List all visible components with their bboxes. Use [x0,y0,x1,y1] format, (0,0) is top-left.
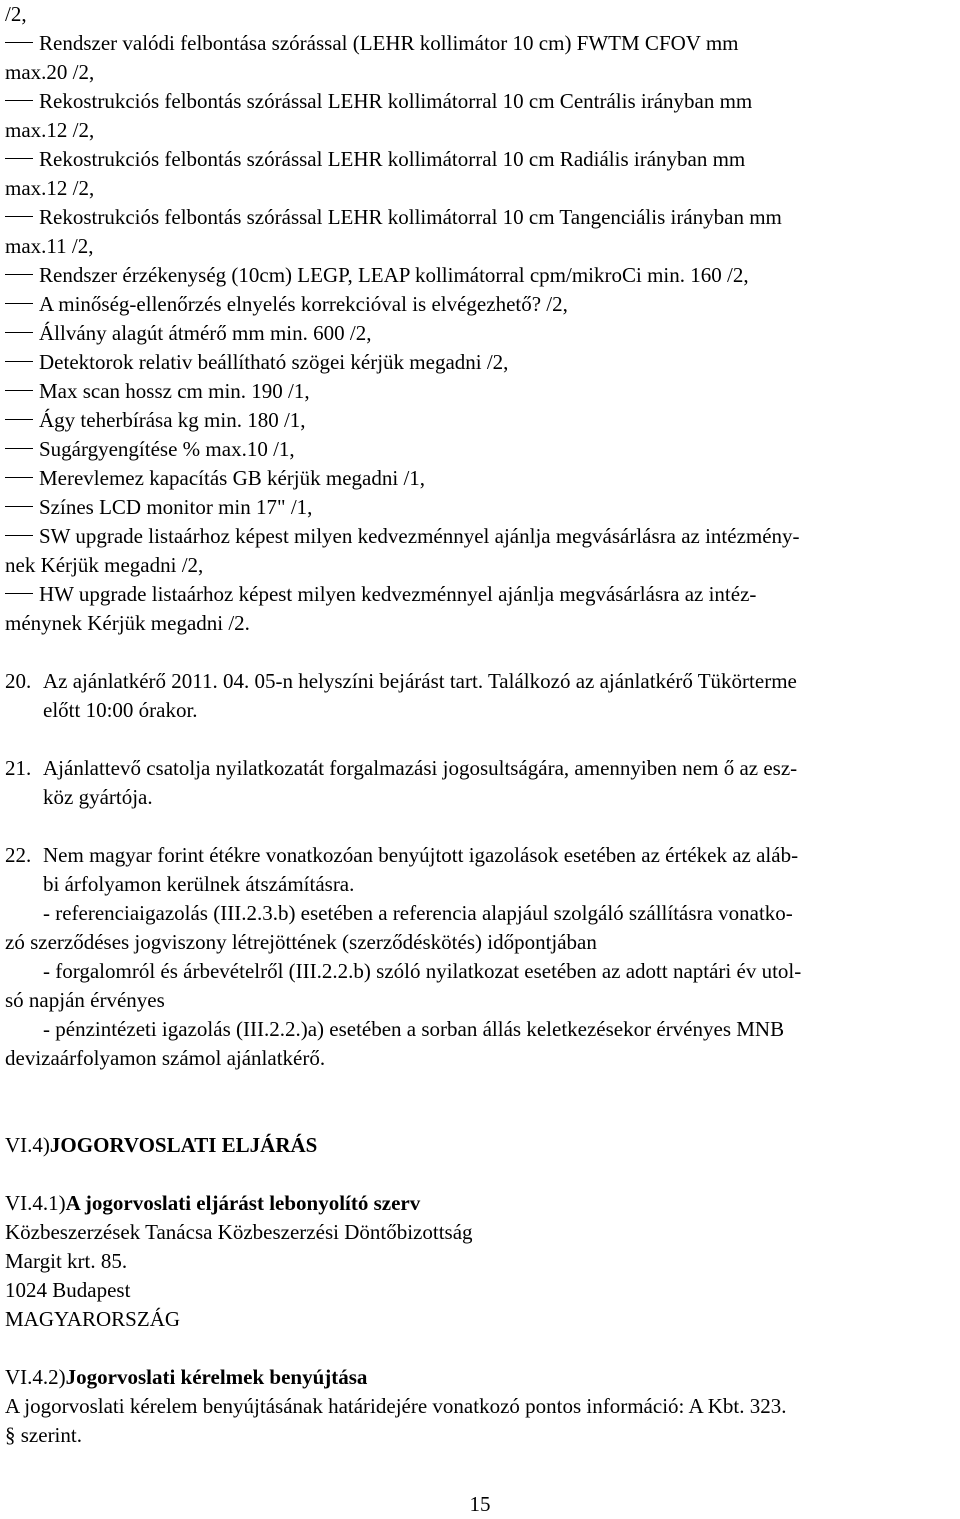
em-dash-bullet [5,477,33,478]
text-line: /2, [5,2,27,26]
section-heading-vi41 [5,1189,955,1218]
section-title: A jogorvoslati eljárást lebonyolító szerv [65,1191,421,1215]
list-item-text: A minőség-ellenőrzés elnyelés korrekcióval is elvégezhető? /2, [39,292,568,316]
text-line: só napján érvényes [5,988,165,1012]
list-item-line [5,522,955,551]
section-title: Jogorvoslati kérelmek benyújtása [65,1365,368,1389]
list-item-text: SW upgrade listaárhoz képest milyen kedvezménnyel ajánlja megvásárlásra az intézmény- [39,524,800,548]
list-item-continuation: max.12 /2, [5,176,95,200]
paragraph-number: 20. [5,669,32,693]
requirements-list [5,29,955,638]
list-item-text: Sugárgyengítése % max.10 /1, [39,437,295,461]
list-item [5,435,955,464]
text-line: Az ajánlatkérő 2011. 04. 05-n helyszíni bejárást tart. Találkozó az ajánlatkérő Tükörterme [43,669,797,693]
list-item-line [5,319,955,348]
section-prefix: VI.4.2) [5,1365,66,1389]
text-line: Nem magyar forint étékre vonatkozóan benyújtott igazolások esetében az értékek az aláb- [43,843,799,867]
list-item-continuation: ménynek Kérjük megadni /2. [5,611,250,635]
list-item-text: HW upgrade listaárhoz képest milyen kedvezménnyel ajánlja megvásárlásra az intéz- [39,582,757,606]
text-line: bi árfolyamon kerülnek átszámításra. [43,872,355,896]
paragraph-number: 21. [5,756,32,780]
text-line: Ajánlattevő csatolja nyilatkozatát forgalmazási jogosultságára, amennyiben nem ő az esz- [43,756,798,780]
text-line: - forgalomról és árbevételről (III.2.2.b) szóló nyilatkozat esetében az adott naptári év utol- [43,959,802,983]
list-item-line [5,464,955,493]
em-dash-bullet [5,42,33,43]
list-item [5,493,955,522]
list-item-line [5,580,955,609]
list-item-text: Rendszer érzékenység (10cm) LEGP, LEAP kollimátorral cpm/mikroCi min. 160 /2, [39,263,749,287]
list-item [5,319,955,348]
list-item-text: Színes LCD monitor min 17" /1, [39,495,313,519]
list-item-line [5,406,955,435]
list-item-line [5,348,955,377]
list-item [5,348,955,377]
list-item-line [5,87,955,116]
text-line: - referenciaigazolás (III.2.3.b) esetében a referencia alapjául szolgáló szállításra vonatko- [43,901,793,925]
em-dash-bullet [5,535,33,536]
list-item-continuation: nek Kérjük megadni /2, [5,553,204,577]
address-line: 1024 Budapest [5,1278,131,1302]
list-item [5,29,955,87]
text-line: A jogorvoslati kérelem benyújtásának határidejére vonatkozó pontos információ: A Kbt. 323. [5,1394,787,1418]
list-item [5,203,955,261]
em-dash-bullet [5,274,33,275]
list-item [5,377,955,406]
page-number: 15 [469,1492,491,1516]
list-item [5,464,955,493]
list-item-line [5,493,955,522]
em-dash-bullet [5,332,33,333]
address-line: Közbeszerzések Tanácsa Közbeszerzési Döntőbizottság [5,1220,473,1244]
em-dash-bullet [5,158,33,159]
em-dash-bullet [5,100,33,101]
section-heading-vi42 [5,1363,955,1392]
list-item-line [5,377,955,406]
em-dash-bullet [5,506,33,507]
list-item-text: Max scan hossz cm min. 190 /1, [39,379,310,403]
list-item-text: Rekostrukciós felbontás szórással LEHR kollimátorral 10 cm Tangenciális irányban mm [39,205,782,229]
text-line: előtt 10:00 órakor. [43,698,198,722]
list-item-text: Rekostrukciós felbontás szórással LEHR kollimátorral 10 cm Centrális irányban mm [39,89,753,113]
section-heading-vi4 [5,1131,955,1160]
text-line: devizaárfolyamon számol ajánlatkérő. [5,1046,326,1070]
list-item-continuation: max.20 /2, [5,60,95,84]
list-item-line [5,290,955,319]
paragraph-20 [5,667,955,725]
section-title: JOGORVOSLATI ELJÁRÁS [49,1133,318,1157]
em-dash-bullet [5,361,33,362]
list-item-line [5,203,955,232]
text-line: köz gyártója. [43,785,153,809]
list-item-text: Rekostrukciós felbontás szórással LEHR kollimátorral 10 cm Radiális irányban mm [39,147,746,171]
paragraph-number: 22. [5,843,32,867]
em-dash-bullet [5,593,33,594]
list-item-continuation: max.11 /2, [5,234,94,258]
address-line: Margit krt. 85. [5,1249,128,1273]
list-item [5,145,955,203]
list-item [5,290,955,319]
list-item-line [5,145,955,174]
em-dash-bullet [5,390,33,391]
address-line: MAGYARORSZÁG [5,1307,181,1331]
text-line: zó szerződéses jogviszony létrejöttének (szerződéskötés) időpontjában [5,930,597,954]
em-dash-bullet [5,419,33,420]
em-dash-bullet [5,216,33,217]
em-dash-bullet [5,303,33,304]
list-item-continuation: max.12 /2, [5,118,95,142]
list-item-line [5,261,955,290]
list-item-line [5,29,955,58]
paragraph-22 [5,841,955,899]
list-item-text: Állvány alagút átmérő mm min. 600 /2, [39,321,372,345]
text-line: § szerint. [5,1423,82,1447]
list-item [5,406,955,435]
list-item-text: Merevlemez kapacítás GB kérjük megadni /1, [39,466,426,490]
paragraph-21 [5,754,955,812]
text-line: - pénzintézeti igazolás (III.2.2.)a) esetében a sorban állás keletkezésekor érvényes MNB [43,1017,785,1041]
list-item [5,522,955,580]
list-item-text: Detektorok relativ beállítható szögei kérjük megadni /2, [39,350,509,374]
list-item-text: Rendszer valódi felbontása szórással (LEHR kollimátor 10 cm) FWTM CFOV mm [39,31,739,55]
list-item-text: Ágy teherbírása kg min. 180 /1, [39,408,306,432]
list-item [5,261,955,290]
list-item [5,580,955,638]
document-page [5,0,955,1450]
section-prefix: VI.4.1) [5,1191,66,1215]
list-item-line [5,435,955,464]
em-dash-bullet [5,448,33,449]
section-prefix: VI.4) [5,1133,50,1157]
list-item [5,87,955,145]
